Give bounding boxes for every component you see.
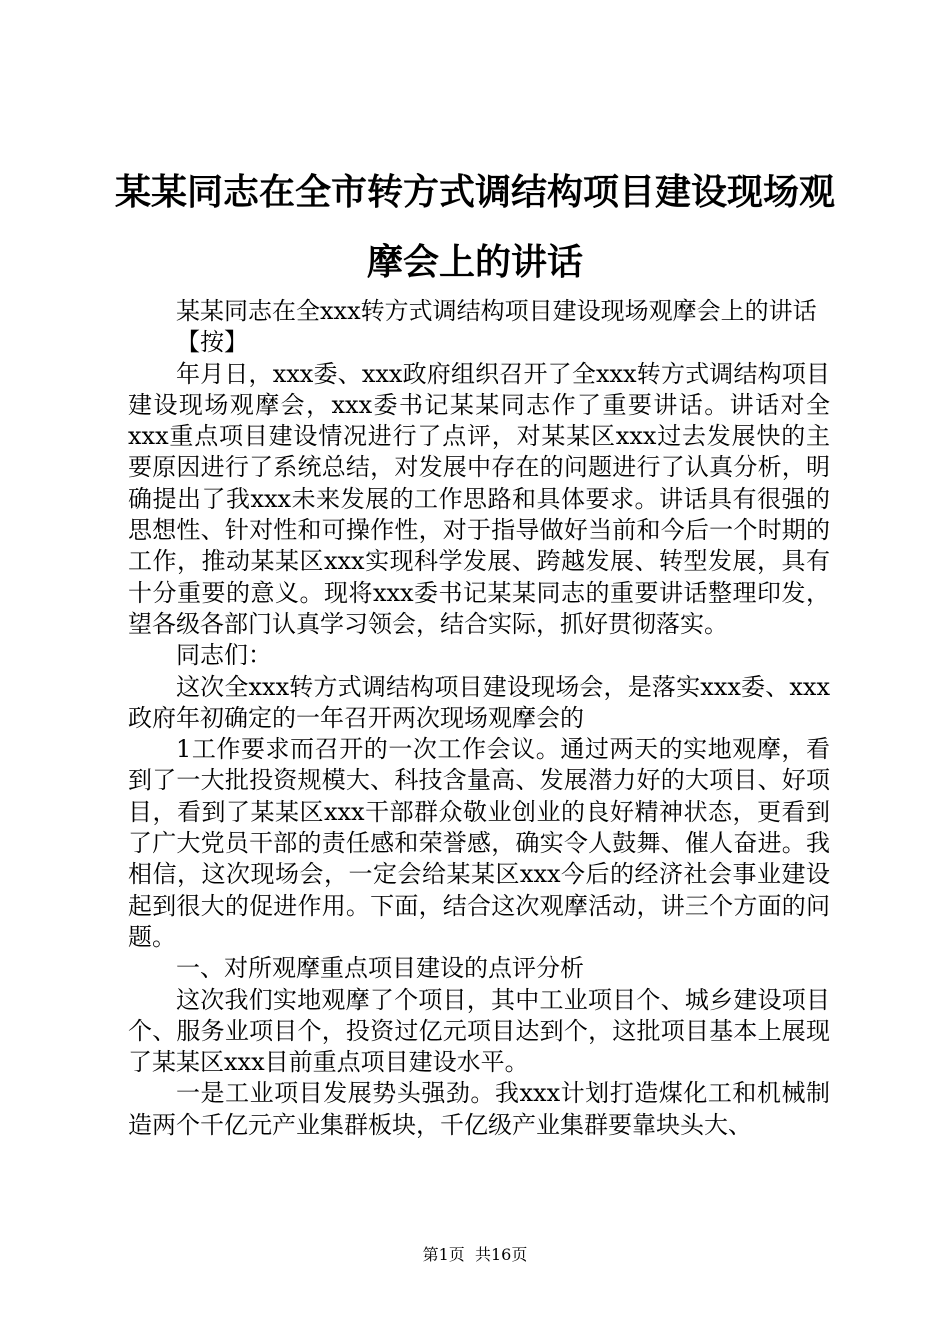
body-paragraph: 1工作要求而召开的一次工作会议。通过两天的实地观摩，看到了一大批投资规模大、科技含量高、发展潜力好的大项目、好项目，看到了某某区xxx干部群众敬业创业的良好精神状态，更看到了广大党员干部的责任感和荣誉感，确实令人鼓舞、催人奋进。我相信，这次现场会，一定会给某某区xxx今后的经济社会事业建设起到很大的促进作用。下面，结合这次观摩活动，讲三个方面的问题。 xyxy=(128,735,830,951)
body-paragraph: 【按】 xyxy=(176,328,248,357)
body-paragraph: 这次全xxx转方式调结构项目建设现场会，是落实xxx委、xxx政府年初确定的一年召开两次现场观摩会的 xyxy=(128,672,830,732)
document-body xyxy=(128,296,830,1141)
page-footer xyxy=(0,1244,950,1266)
body-paragraph: 这次我们实地观摩了个项目，其中工业项目个、城乡建设项目个、服务业项目个，投资过亿元项目达到个，这批项目基本上展现了某某区xxx目前重点项目建设水平。 xyxy=(128,985,830,1077)
page-number: 第1页 xyxy=(422,1245,465,1264)
body-paragraph: 年月日，xxx委、xxx政府组织召开了全xxx转方式调结构项目建设现场观摩会，xxx委书记某某同志作了重要讲话。讲话对全xxx重点项目建设情况进行了点评，对某某区xxx过去发展快的主要原因进行了系统总结，对发展中存在的问题进行了认真分析，明确提出了我xxx未来发展的工作思路和具体要求。讲话具有很强的思想性、针对性和可操作性，对于指导做好当前和今后一个时期的工作，推动某某区xxx实现科学发展、跨越发展、转型发展，具有十分重要的意义。现将xxx委书记某某同志的重要讲话整理印发，望各级各部门认真学习领会，结合实际，抓好贯彻落实。 xyxy=(128,359,830,638)
body-paragraph: 某某同志在全xxx转方式调结构项目建设现场观摩会上的讲话 xyxy=(176,297,817,325)
section-heading: 一、对所观摩重点项目建设的点评分析 xyxy=(176,954,584,983)
document-title: 某某同志在全市转方式调结构项目建设现场观摩会上的讲话 xyxy=(114,172,835,283)
page-total: 共16页 xyxy=(474,1245,528,1264)
body-paragraph: 一是工业项目发展势头强劲。我xxx计划打造煤化工和机械制造两个千亿元产业集群板块，千亿级产业集群要靠块头大、 xyxy=(128,1079,830,1139)
body-paragraph: 同志们： xyxy=(176,641,272,670)
